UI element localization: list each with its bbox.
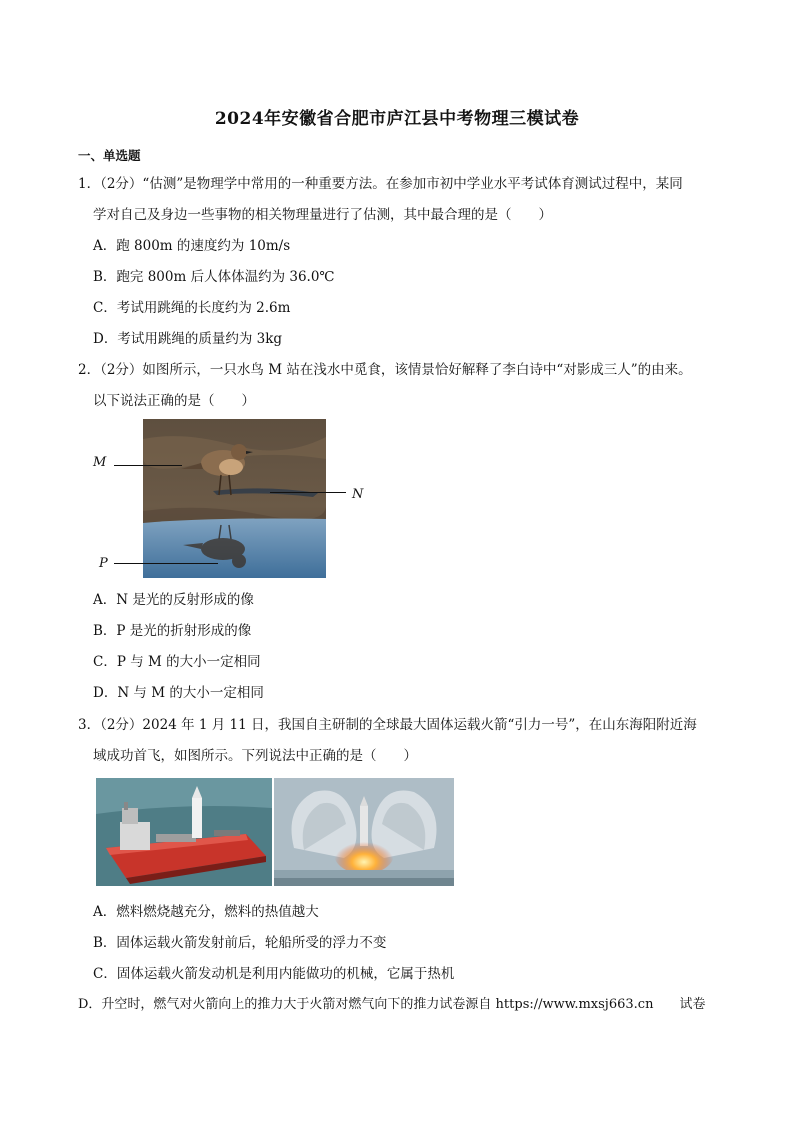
question-1-option-b: B．跑完 800m 后人体体温约为 36.0℃ — [93, 269, 335, 285]
question-2-option-d: D．N 与 M 的大小一定相同 — [93, 685, 264, 701]
question-1-option-d: D．考试用跳绳的质量约为 3kg — [93, 331, 283, 347]
question-2-stem-line-1: 2．（2分）如图所示，一只水鸟 M 站在浅水中觅食，该情景恰好解释了李白诗中“对影成三人”的由来。 — [78, 362, 692, 378]
question-3-stem-line-1: 3．（2分）2024 年 1 月 11 日，我国自主研制的全球最大固体运载火箭“引力一号”，在山东海阳附近海 — [78, 717, 697, 733]
question-3-option-c: C．固体运载火箭发动机是利用内能做功的机械，它属于热机 — [93, 966, 455, 982]
label-p: P — [99, 556, 108, 571]
question-2-option-a: A．N 是光的反射形成的像 — [93, 592, 254, 608]
question-1-stem-line-2: 学对自己及身边一些事物的相关物理量进行了估测，其中最合理的是（ ） — [93, 207, 552, 223]
question-1-stem-line-1: 1．（2分）“估测”是物理学中常用的一种重要方法。在参加市初中学业水平考试体育测试过程中，某同 — [78, 176, 683, 192]
question-1-option-a: A．跑 800m 的速度约为 10m/s — [93, 238, 291, 254]
question-3-stem-line-2: 域成功首飞，如图所示。下列说法中正确的是（ ） — [93, 748, 417, 764]
question-2-stem-line-2: 以下说法正确的是（ ） — [93, 393, 255, 409]
question-2-option-b: B．P 是光的折射形成的像 — [93, 623, 252, 639]
label-m: M — [93, 455, 107, 470]
rocket-launch-photo — [274, 778, 454, 886]
rocket-ship-photo — [96, 778, 272, 886]
leader-line-p — [114, 563, 218, 564]
leader-line-n — [270, 492, 346, 493]
page-title: 2024年安徽省合肥市庐江县中考物理三模试卷 — [214, 109, 580, 129]
bird-reflection-photo — [143, 419, 326, 578]
leader-line-m — [114, 465, 182, 466]
question-1-option-c: C．考试用跳绳的长度约为 2.6m — [93, 300, 291, 316]
question-2-option-c: C．P 与 M 的大小一定相同 — [93, 654, 261, 670]
section-heading: 一、单选题 — [78, 148, 141, 163]
question-3-option-b: B．固体运载火箭发射前后，轮船所受的浮力不变 — [93, 935, 387, 951]
question-3-option-d: D．升空时，燃气对火箭向上的推力大于火箭对燃气向下的推力试卷源自 https://www.mxsj663.cn 试卷 — [78, 997, 706, 1012]
label-n: N — [352, 487, 364, 502]
question-3-option-a: A．燃料燃烧越充分，燃料的热值越大 — [93, 904, 319, 920]
